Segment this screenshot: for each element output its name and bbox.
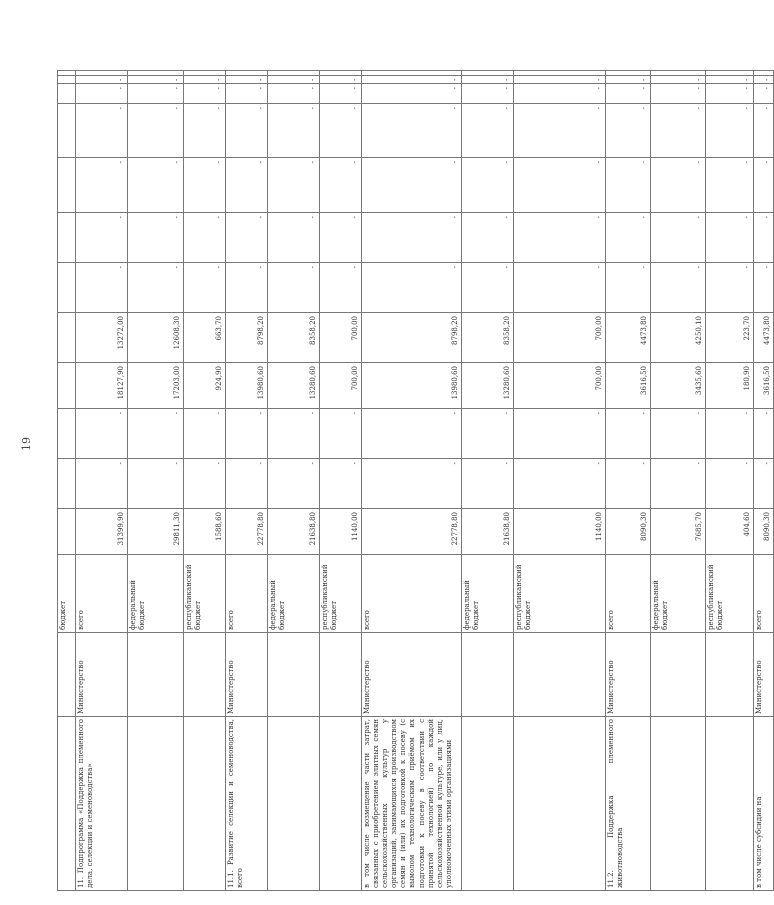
row-name-cell (462, 717, 514, 891)
row-value-cell: - (706, 459, 754, 509)
row-value-cell: 13980,60 (362, 363, 462, 409)
row-source-cell: всего (606, 555, 651, 633)
row-value-cell: - (128, 84, 184, 104)
row-value-cell: - (606, 459, 651, 509)
row-value-cell: 700,00 (320, 313, 362, 363)
row-value-cell: 8798,20 (362, 313, 462, 363)
row-value-cell: - (184, 84, 226, 104)
row-value-cell: - (362, 459, 462, 509)
row-value-cell: - (651, 409, 706, 459)
row-value-cell: - (268, 84, 320, 104)
row-value-cell: - (362, 263, 462, 313)
row-value-cell: - (184, 158, 226, 213)
row-value-cell: 3616,50 (754, 363, 774, 409)
row-value-cell: - (514, 84, 606, 104)
row-value-cell: - (76, 104, 128, 158)
row-spacer-cell (514, 70, 606, 75)
table-row (184, 70, 226, 890)
table-row (76, 70, 128, 890)
row-value-cell: - (706, 213, 754, 263)
row-org-cell (651, 633, 706, 717)
row-value-cell: 924,90 (184, 363, 226, 409)
row-value-cell: 700,00 (320, 363, 362, 409)
row-value-cell (58, 409, 76, 459)
row-name-cell (651, 717, 706, 891)
table-row (754, 70, 774, 890)
row-value-cell: - (514, 263, 606, 313)
row-name-cell (320, 717, 362, 891)
row-value-cell: 404,60 (706, 509, 754, 555)
row-value-cell: - (226, 409, 268, 459)
row-value-cell: - (754, 75, 774, 83)
row-value-cell: - (320, 409, 362, 459)
row-value-cell: - (706, 75, 754, 83)
row-name-cell (706, 717, 754, 891)
row-org-cell (706, 633, 754, 717)
row-value-cell: - (362, 104, 462, 158)
row-value-cell: - (320, 158, 362, 213)
row-value-cell: - (226, 158, 268, 213)
row-spacer-cell (362, 70, 462, 75)
row-value-cell: - (76, 158, 128, 213)
row-value-cell: - (606, 263, 651, 313)
row-source-cell: федеральный бюджет (651, 555, 706, 633)
row-value-cell: - (128, 263, 184, 313)
row-value-cell: - (268, 409, 320, 459)
row-name-cell: в том числе возмещение части затрат, связанных с приобретением элитных семян сельскохозяйственных культур у организаций, занимающихся производством семян и (или) их подготовкой к посеву (с вымолом технологическим приёмом их подготовки к посеву в соответствии с принятой технологией) по каждой сельскохозяйственной культуре, или у лиц, уполномоченных этими организациями (362, 717, 462, 891)
row-spacer-cell (58, 70, 76, 75)
row-value-cell: - (320, 75, 362, 83)
row-value-cell: - (76, 459, 128, 509)
row-name-cell (268, 717, 320, 891)
row-value-cell: - (606, 158, 651, 213)
row-value-cell: - (462, 459, 514, 509)
row-value-cell: - (226, 263, 268, 313)
row-spacer-cell (76, 70, 128, 75)
row-value-cell (58, 263, 76, 313)
row-value-cell: - (651, 459, 706, 509)
row-org-cell: Министерство (362, 633, 462, 717)
row-value-cell: - (128, 459, 184, 509)
row-value-cell: - (651, 75, 706, 83)
row-value-cell: 22778,80 (226, 509, 268, 555)
row-value-cell: - (320, 213, 362, 263)
row-value-cell: 1140,00 (320, 509, 362, 555)
row-value-cell: 223,70 (706, 313, 754, 363)
budget-table (57, 70, 774, 891)
row-value-cell: 663,70 (184, 313, 226, 363)
row-value-cell: - (514, 459, 606, 509)
row-spacer-cell (184, 70, 226, 75)
table-row (226, 70, 268, 890)
row-source-cell: всего (362, 555, 462, 633)
row-org-cell (514, 633, 606, 717)
row-value-cell: 21638,80 (268, 509, 320, 555)
row-name-cell (58, 717, 76, 891)
row-value-cell: 13280,60 (268, 363, 320, 409)
table-body (58, 70, 774, 890)
row-value-cell: - (651, 213, 706, 263)
row-spacer-cell (462, 70, 514, 75)
row-value-cell: - (606, 213, 651, 263)
row-value-cell: - (128, 158, 184, 213)
row-value-cell: - (320, 104, 362, 158)
row-source-cell: республиканский бюджет (514, 555, 606, 633)
row-name-cell: 11.1. Развитие селекции и семеноводства, всего (226, 717, 268, 891)
row-value-cell: 700,00 (514, 313, 606, 363)
row-spacer-cell (754, 70, 774, 75)
row-org-cell: Министерство (606, 633, 651, 717)
row-value-cell: - (76, 409, 128, 459)
row-value-cell: - (651, 84, 706, 104)
row-value-cell: - (184, 75, 226, 83)
row-value-cell (58, 313, 76, 363)
row-value-cell: 31399,90 (76, 509, 128, 555)
row-value-cell: 21638,80 (462, 509, 514, 555)
row-value-cell: - (226, 459, 268, 509)
row-value-cell: 13280,60 (462, 363, 514, 409)
row-value-cell: - (754, 104, 774, 158)
row-value-cell: - (268, 158, 320, 213)
row-name-cell: 11.2. Поддержка племенного животноводства (606, 717, 651, 891)
row-value-cell: - (754, 158, 774, 213)
row-value-cell: - (320, 84, 362, 104)
row-name-cell (514, 717, 606, 891)
row-value-cell: - (184, 104, 226, 158)
row-spacer-cell (606, 70, 651, 75)
row-value-cell: 700,00 (514, 363, 606, 409)
row-value-cell: 7685,70 (651, 509, 706, 555)
row-value-cell: - (706, 158, 754, 213)
row-value-cell: - (651, 263, 706, 313)
row-value-cell (58, 104, 76, 158)
row-value-cell: - (268, 213, 320, 263)
row-value-cell (58, 363, 76, 409)
row-source-cell: всего (754, 555, 774, 633)
row-value-cell: 18127,90 (76, 363, 128, 409)
row-org-cell (320, 633, 362, 717)
row-source-cell: республиканский бюджет (320, 555, 362, 633)
row-name-cell: 11. Подпрограмма «Поддержка племенного дела, селекции и семеноводства» (76, 717, 128, 891)
table-row (58, 70, 76, 890)
row-value-cell: - (128, 409, 184, 459)
row-value-cell: - (76, 263, 128, 313)
row-value-cell: - (514, 104, 606, 158)
table-row (268, 70, 320, 890)
row-value-cell: - (606, 84, 651, 104)
row-spacer-cell (320, 70, 362, 75)
row-value-cell: - (514, 75, 606, 83)
row-source-cell: бюджет (58, 555, 76, 633)
row-value-cell: - (268, 75, 320, 83)
row-value-cell: - (706, 104, 754, 158)
row-org-cell: Министерство (76, 633, 128, 717)
row-value-cell: - (462, 158, 514, 213)
row-source-cell: федеральный бюджет (128, 555, 184, 633)
row-value-cell: - (362, 213, 462, 263)
table-row (706, 70, 754, 890)
row-org-cell (268, 633, 320, 717)
row-value-cell: - (514, 213, 606, 263)
row-value-cell: - (514, 409, 606, 459)
row-value-cell: - (651, 104, 706, 158)
row-name-cell (184, 717, 226, 891)
row-value-cell: - (754, 263, 774, 313)
row-value-cell: - (754, 84, 774, 104)
row-value-cell: 1140,00 (514, 509, 606, 555)
row-value-cell: 3616,50 (606, 363, 651, 409)
row-value-cell: - (462, 104, 514, 158)
row-value-cell: - (184, 409, 226, 459)
row-value-cell: - (606, 104, 651, 158)
row-value-cell: 8090,30 (754, 509, 774, 555)
row-value-cell: - (754, 459, 774, 509)
table-row (514, 70, 606, 890)
row-value-cell (58, 84, 76, 104)
row-value-cell: - (226, 104, 268, 158)
row-value-cell (58, 158, 76, 213)
table-row (128, 70, 184, 890)
row-value-cell: - (462, 409, 514, 459)
row-value-cell: - (754, 213, 774, 263)
row-org-cell (128, 633, 184, 717)
row-value-cell: 8358,20 (462, 313, 514, 363)
table-row (651, 70, 706, 890)
row-value-cell: - (514, 158, 606, 213)
row-spacer-cell (268, 70, 320, 75)
row-value-cell (58, 75, 76, 83)
row-org-cell: Министерство (754, 633, 774, 717)
row-org-cell (462, 633, 514, 717)
row-value-cell: - (606, 409, 651, 459)
row-value-cell: 4473,80 (606, 313, 651, 363)
row-source-cell: федеральный бюджет (462, 555, 514, 633)
row-source-cell: республиканский бюджет (184, 555, 226, 633)
row-value-cell: - (268, 263, 320, 313)
row-name-cell (128, 717, 184, 891)
row-name-cell: в том числе субсидии на (754, 717, 774, 891)
row-value-cell: - (362, 84, 462, 104)
row-value-cell: 22778,80 (362, 509, 462, 555)
row-spacer-cell (706, 70, 754, 75)
row-value-cell: - (268, 104, 320, 158)
row-source-cell: республиканский бюджет (706, 555, 754, 633)
row-source-cell: всего (226, 555, 268, 633)
row-value-cell (58, 213, 76, 263)
page-number: 19 (20, 437, 33, 451)
row-value-cell: - (706, 409, 754, 459)
row-value-cell: - (184, 263, 226, 313)
row-value-cell: 29811,30 (128, 509, 184, 555)
table-row (320, 70, 362, 890)
row-value-cell: - (226, 75, 268, 83)
row-value-cell: - (226, 84, 268, 104)
row-value-cell: 12608,30 (128, 313, 184, 363)
row-value-cell: - (362, 158, 462, 213)
row-value-cell: - (184, 459, 226, 509)
table-row (606, 70, 651, 890)
row-value-cell: - (76, 84, 128, 104)
row-value-cell: 8090,30 (606, 509, 651, 555)
row-value-cell: 13980,60 (226, 363, 268, 409)
row-source-cell: федеральный бюджет (268, 555, 320, 633)
row-value-cell: - (128, 104, 184, 158)
row-value-cell: - (706, 84, 754, 104)
row-value-cell: - (362, 409, 462, 459)
row-value-cell: 180,90 (706, 363, 754, 409)
row-value-cell: - (462, 75, 514, 83)
row-value-cell: - (76, 213, 128, 263)
row-source-cell: всего (76, 555, 128, 633)
row-value-cell: 4250,10 (651, 313, 706, 363)
row-value-cell: - (320, 459, 362, 509)
row-value-cell: - (754, 409, 774, 459)
row-value-cell: - (128, 213, 184, 263)
row-value-cell: - (462, 84, 514, 104)
row-value-cell: - (268, 459, 320, 509)
table-row (362, 70, 462, 890)
row-value-cell: - (184, 213, 226, 263)
row-value-cell: 4473,80 (754, 313, 774, 363)
row-org-cell (58, 633, 76, 717)
row-value-cell: 8358,20 (268, 313, 320, 363)
row-value-cell: - (76, 75, 128, 83)
row-value-cell: - (462, 213, 514, 263)
row-spacer-cell (128, 70, 184, 75)
row-value-cell: - (651, 158, 706, 213)
row-value-cell: - (128, 75, 184, 83)
row-value-cell (58, 509, 76, 555)
table-row (462, 70, 514, 890)
row-value-cell: - (362, 75, 462, 83)
row-value-cell: - (226, 213, 268, 263)
row-value-cell: 13272,00 (76, 313, 128, 363)
row-value-cell: 1588,60 (184, 509, 226, 555)
row-value-cell: 8798,20 (226, 313, 268, 363)
row-value-cell: - (320, 263, 362, 313)
row-value-cell: 3435,60 (651, 363, 706, 409)
row-value-cell: - (706, 263, 754, 313)
row-value-cell (58, 459, 76, 509)
row-org-cell (184, 633, 226, 717)
row-spacer-cell (651, 70, 706, 75)
row-org-cell: Министерство (226, 633, 268, 717)
row-value-cell: - (462, 263, 514, 313)
row-value-cell: 17203,00 (128, 363, 184, 409)
row-value-cell: - (606, 75, 651, 83)
row-spacer-cell (226, 70, 268, 75)
